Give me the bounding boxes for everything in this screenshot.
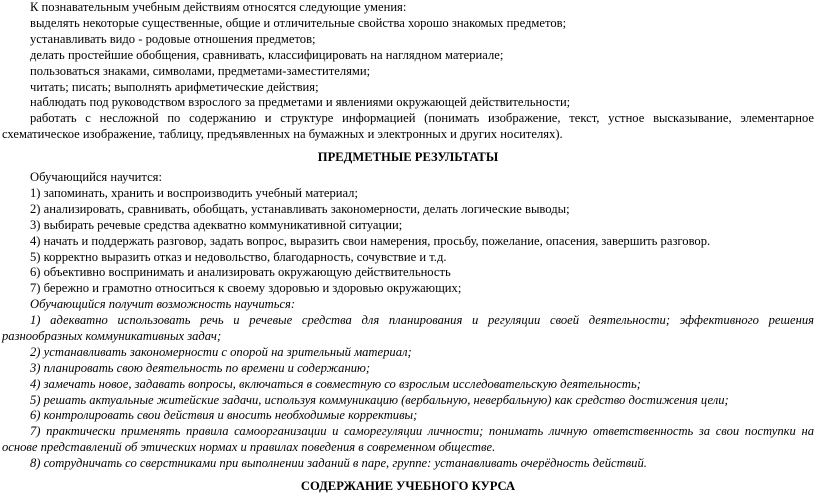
opportunity-item: 5) решать актуальные житейские задачи, используя коммуникацию (вербальную, невербальную) как средство достижения цели; xyxy=(30,393,729,407)
opportunity-item-line: 7) практически применять правила самоорганизации и саморегуляции личности; понимать личную ответственность за свои поступки на xyxy=(30,424,814,438)
will-learn-label: Обучающийся научится: xyxy=(30,170,162,184)
learn-item: 4) начать и поддержать разговор, задать вопрос, выразить свои намерения, просьбу, пожелание, опасения, завершить разговор. xyxy=(30,234,711,248)
work-item-line: схематическое изображение, таблицу, предъявленных на бумажных и электронных и других носителях). xyxy=(2,127,563,141)
learn-item: 3) выбирать речевые средства адекватно коммуникативной ситуации; xyxy=(30,218,403,232)
opportunity-item: 2) устанавливать закономерности с опорой на зрительный материал; xyxy=(30,345,412,359)
opportunity-item: 4) замечать новое, задавать вопросы, включаться в совместную со взрослым исследовательскую деятельность; xyxy=(30,377,641,391)
cognitive-skill: читать; писать; выполнять арифметические действия; xyxy=(30,80,319,94)
opportunity-item: 8) сотрудничать со сверстниками при выполнении заданий в паре, группе: устанавливать очерёдность действий. xyxy=(30,456,647,470)
cognitive-skill: наблюдать под руководством взрослого за предметами и явлениями окружающей действительности; xyxy=(30,95,571,109)
opportunity-item: 6) контролировать свои действия и вносить необходимые коррективы; xyxy=(30,408,418,422)
opportunity-item-line: разнообразных коммуникативных задач; xyxy=(2,329,222,343)
learn-item: 7) бережно и грамотно относиться к своему здоровью и здоровью окружающих; xyxy=(30,281,462,295)
cognitive-skill: делать простейшие обобщения, сравнивать, классифицировать на наглядном материале; xyxy=(30,48,504,62)
learn-item: 2) анализировать, сравнивать, обобщать, устанавливать закономерности, делать логические выводы; xyxy=(30,202,570,216)
opportunity-item-line: основе представлений об этических нормах и правилах поведения в современном обществе. xyxy=(2,440,496,454)
learn-item: 6) объективно воспринимать и анализировать окружающую действительность xyxy=(30,265,451,279)
course-content-heading: СОДЕРЖАНИЕ УЧЕБНОГО КУРСА xyxy=(300,479,516,493)
cognitive-skill: пользоваться знаками, символами, предметами-заместителями; xyxy=(30,64,371,78)
cognitive-skill: устанавливать видо - родовые отношения предметов; xyxy=(30,32,316,46)
cognitive-skill: выделять некоторые существенные, общие и отличительные свойства хорошо знакомых предметов; xyxy=(30,16,567,30)
intro-text: К познавательным учебным действиям относятся следующие умения: xyxy=(30,0,407,14)
opportunity-heading: Обучающийся получит возможность научиться: xyxy=(30,297,296,311)
opportunity-item: 3) планировать свою деятельность по времени и содержанию; xyxy=(30,361,371,375)
learn-item: 1) запоминать, хранить и воспроизводить учебный материал; xyxy=(30,186,358,200)
subject-results-heading: ПРЕДМЕТНЫЕ РЕЗУЛЬТАТЫ xyxy=(317,150,499,164)
work-item-line: работать с несложной по содержанию и структуре информацией (понимать изображение, текст, устное высказывание, элементарное xyxy=(30,111,814,125)
learn-item: 5) корректно выразить отказ и недовольство, благодарность, сочувствие и т.д. xyxy=(30,250,447,264)
opportunity-item-line: 1) адекватно использовать речь и речевые средства для планирования и регуляции своей деятельности; эффективного решения xyxy=(30,313,814,327)
